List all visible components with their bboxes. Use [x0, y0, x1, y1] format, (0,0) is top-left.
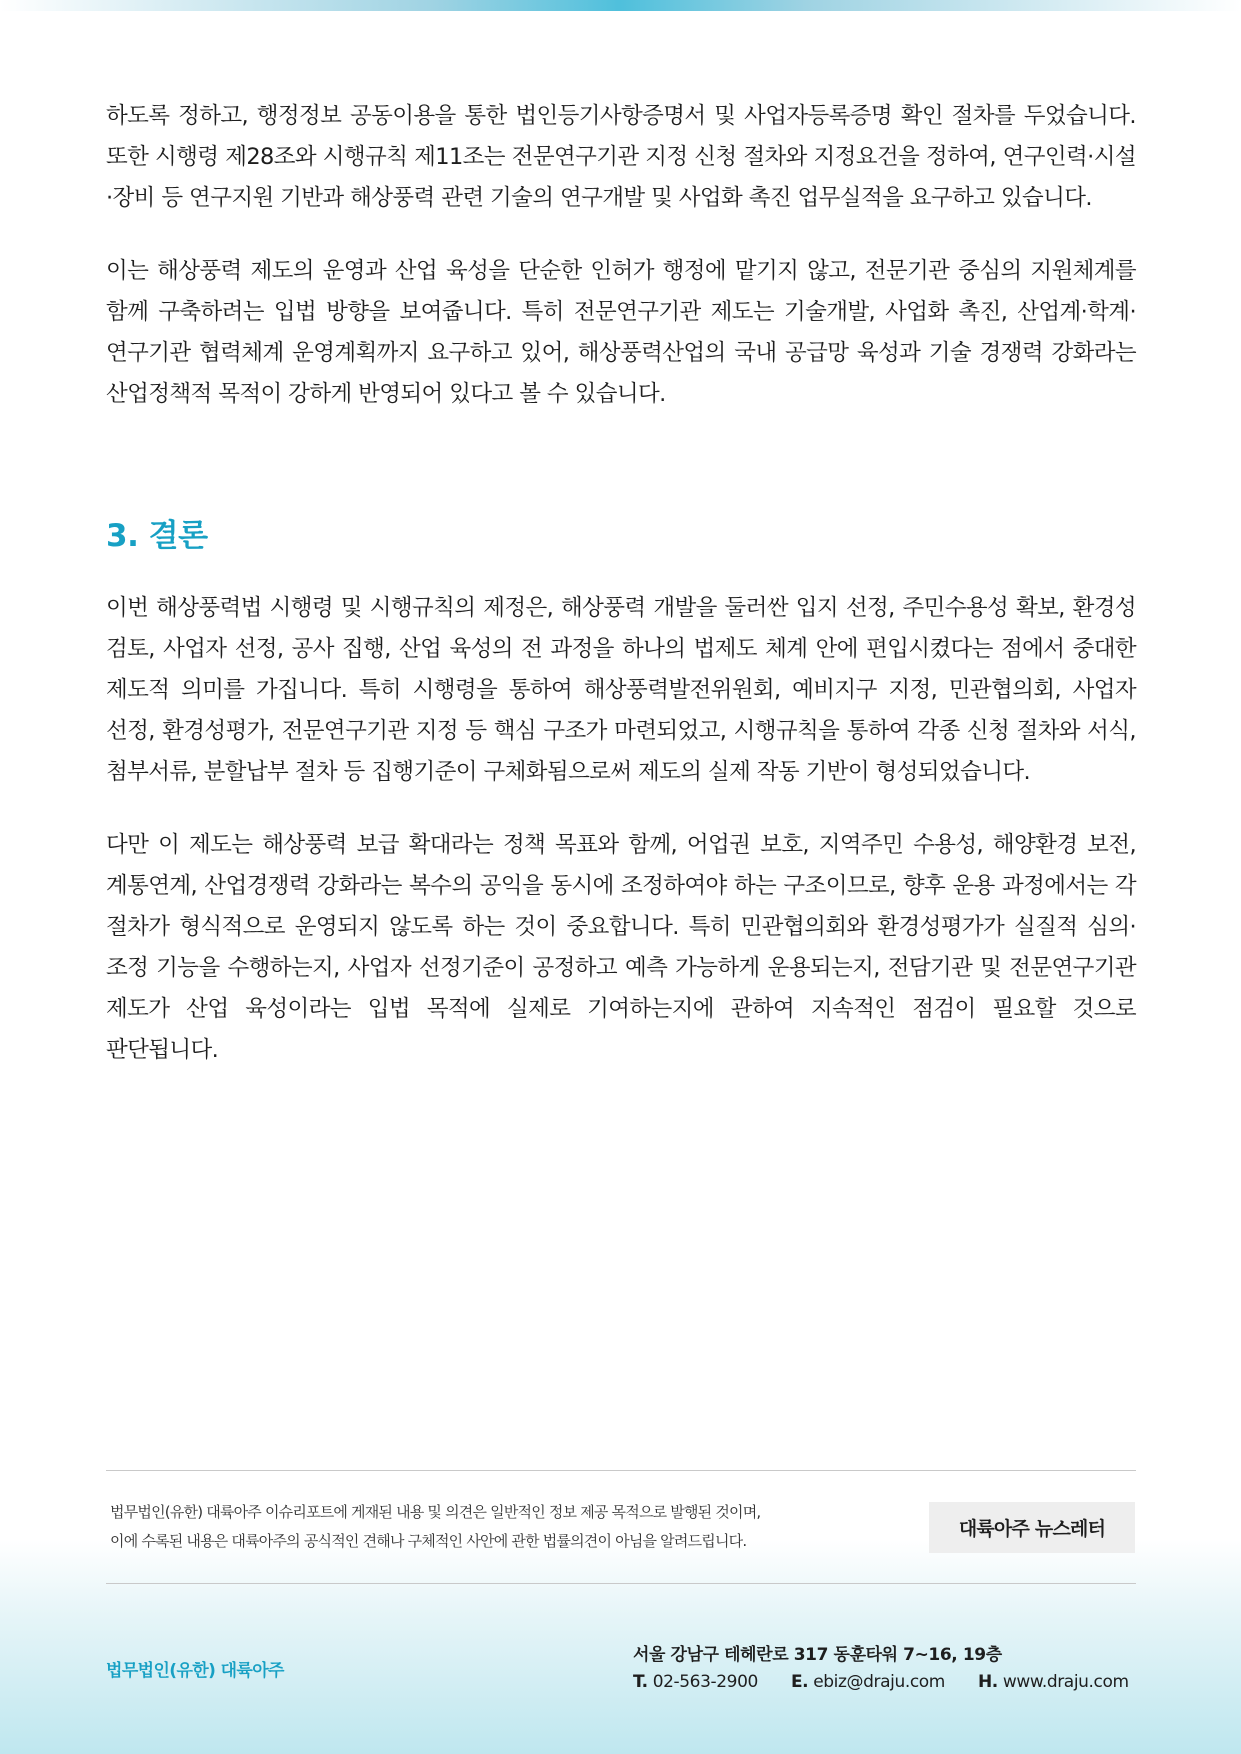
address: 서울 강남구 테헤란로 317 동훈타워 7~16, 19층 [633, 1645, 1002, 1665]
phone-label: T. [633, 1672, 648, 1692]
paragraph-4: 다만 이 제도는 해상풍력 보급 확대라는 정책 목표와 함께, 어업권 보호, 지역주민 수용성, 해양환경 보전, 계통연계, 산업경쟁력 강화라는 복수의 공익을 동시에 조정하여야 하는 구조이므로, 향후 운용 과정에서는 각 절차가 형식적으로 운영되지 않도록 하는 것이 중요합니다. 특히 민관협의회와 환경성평가가 실질적 심의·조정 기능을 수행하는지, 사업자 선정기준이 공정하고 예측 가능하게 운용되는지, 전담기관 및 전문연구기관 제도가 산업 육성이라는 입법 목적에 실제로 기여하는지에 관하여 지속적인 점검이 필요할 것으로 판단됩니다. [106, 832, 1136, 1063]
body-top [106, 96, 1136, 415]
paragraph-2: 이는 해상풍력 제도의 운영과 산업 육성을 단순한 인허가 행정에 맡기지 않고, 전문기관 중심의 지원체계를 함께 구축하려는 입법 방향을 보여줍니다. 특히 전문연구기관 제도는 기술개발, 사업화 촉진, 산업계·학계·연구기관 협력체계 운영계획까지 요구하고 있어, 해상풍력산업의 국내 공급망 육성과 기술 경쟁력 강화라는 산업정책적 목적이 강하게 반영되어 있다고 볼 수 있습니다. [106, 258, 1136, 407]
newsletter-button[interactable]: 대륙아주 뉴스레터 [929, 1502, 1135, 1553]
paragraph-1: 하도록 정하고, 행정정보 공동이용을 통한 법인등기사항증명서 및 사업자등록증명 확인 절차를 두었습니다. 또한 시행령 제28조와 시행규칙 제11조는 전문연구기관 지정 신청 절차와 지정요건을 정하여, 연구인력·시설·장비 등 연구지원 기반과 해상풍력 관련 기술의 연구개발 및 사업화 촉진 업무실적을 요구하고 있습니다. [106, 103, 1136, 211]
contact-info [633, 1642, 1143, 1696]
firm-name: 법무법인(유한) 대륙아주 [106, 1661, 284, 1681]
email-label: E. [790, 1672, 809, 1692]
section-title-conclusion: 3. 결론 [106, 518, 208, 554]
footer-divider-bottom [106, 1583, 1136, 1584]
website-link[interactable]: www.draju.com [1002, 1672, 1129, 1692]
footer-divider-top [106, 1470, 1136, 1471]
top-accent-bar [0, 0, 1241, 11]
disclaimer-line-2: 이에 수록된 내용은 대륙아주의 공식적인 견해나 구체적인 사안에 관한 법률의견이 아님을 알려드립니다. [110, 1532, 747, 1550]
phone-number: 02-563-2900 [652, 1672, 758, 1692]
web-label: H. [977, 1672, 998, 1692]
paragraph-3: 이번 해상풍력법 시행령 및 시행규칙의 제정은, 해상풍력 개발을 둘러싼 입지 선정, 주민수용성 확보, 환경성 검토, 사업자 선정, 공사 집행, 산업 육성의 전 과정을 하나의 법제도 체계 안에 편입시켰다는 점에서 중대한 제도적 의미를 가집니다. 특히 시행령을 통하여 해상풍력발전위원회, 예비지구 지정, 민관협의회, 사업자 선정, 환경성평가, 전문연구기관 지정 등 핵심 구조가 마련되었고, 시행규칙을 통하여 각종 신청 절차와 서식, 첨부서류, 분할납부 절차 등 집행기준이 구체화됨으로써 제도의 실제 작동 기반이 형성되었습니다. [106, 595, 1136, 785]
body-conclusion [106, 588, 1136, 1071]
email-link[interactable]: ebiz@draju.com [813, 1672, 945, 1692]
disclaimer [110, 1498, 830, 1556]
disclaimer-line-1: 법무법인(유한) 대륙아주 이슈리포트에 게재된 내용 및 의견은 일반적인 정보 제공 목적으로 발행된 것이며, [110, 1503, 761, 1521]
